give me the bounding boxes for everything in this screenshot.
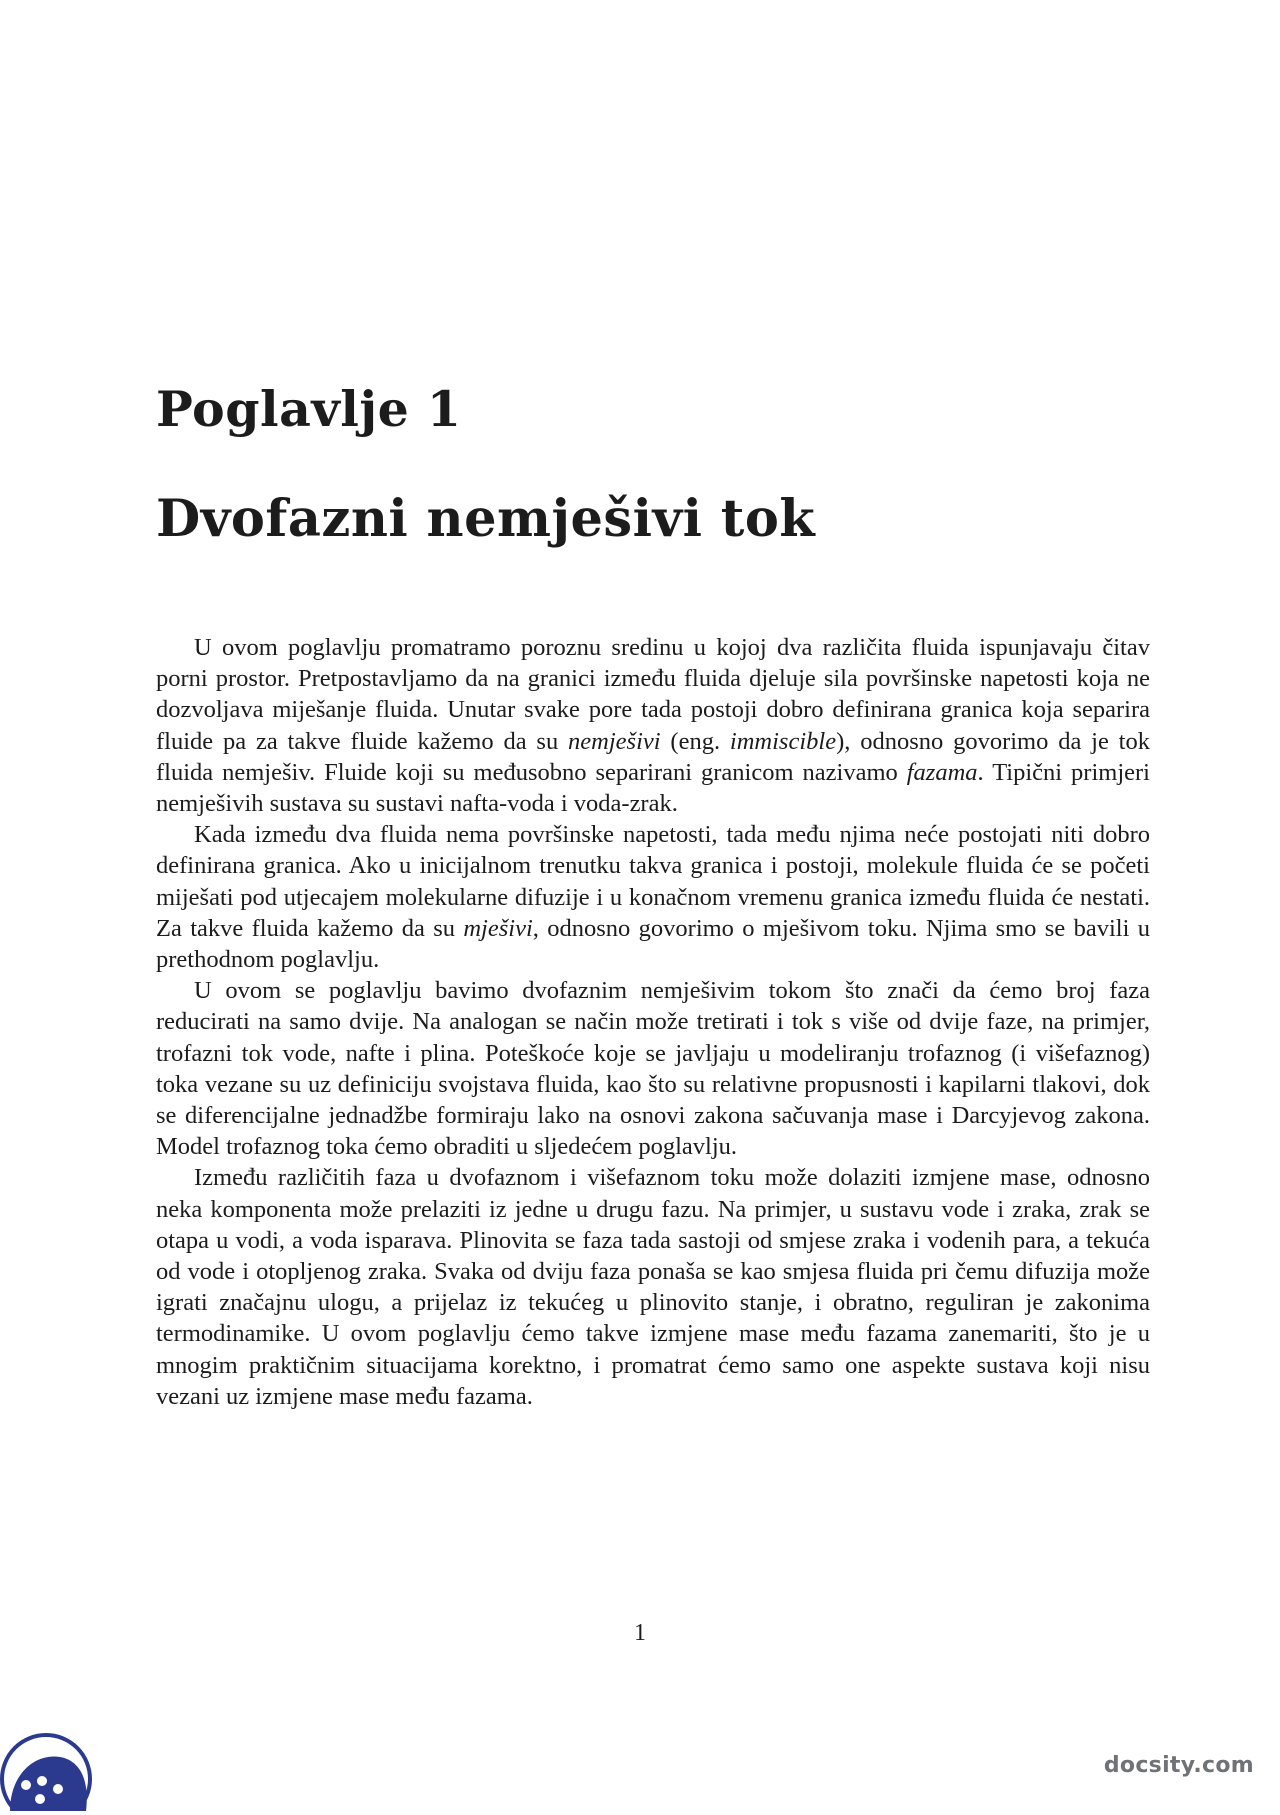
paragraph-text: ), odnosno govorimo da je tok fluida nemješiv. Fluide koji su međusobno separirani granicom nazivamo bbox=[156, 727, 1150, 786]
paragraph bbox=[156, 632, 1150, 819]
paragraph-text: (eng. bbox=[660, 727, 730, 755]
docsity-watermark[interactable]: docsity.com bbox=[1103, 1753, 1254, 1778]
paragraph: U ovom se poglavlju bavimo dvofaznim nemješivim tokom što znači da ćemo broj faza reducirati na samo dvije. Na analogan se način može tretirati i tok s više od dvije faze, na primjer, trofazni tok vode, nafte i plina. Poteškoće koje se javljaju u modeliranju trofaznog (i višefaznog) toka vezane su uz definiciju svojstava fluida, kao što su relativne propusnosti i kapilarni tlakovi, dok se diferencijalne jednadžbe formiraju lako na osnovi zakona sačuvanja mase i Darcyjevog zakona. Model trofaznog toka ćemo obraditi u sljedećem poglavlju. bbox=[156, 977, 1150, 1161]
paragraph: Između različitih faza u dvofaznom i višefaznom toku može dolaziti izmjene mase, odnosno neka komponenta može prelaziti iz jedne u drugu fazu. Na primjer, u sustavu vode i zraka, zrak se otapa u vodi, a voda isparava. Plinovita se faza tada sastoji od smjese zraka i vodenih para, a tekuća od vode i otopljenog zraka. Svaka od dviju faza ponaša se kao smjesa fluida pri čemu difuzija može igrati značajnu ulogu, a prijelaz iz tekućeg u plinovito stanje, i obratno, reguliran je zakonima termodinamike. U ovom poglavlju ćemo takve izmjene mase među fazama zanemariti, što je u mnogim praktičnim situacijama korektno, i promatrat ćemo samo one aspekte sustava koji nisu vezani uz izmjene mase među fazama. bbox=[156, 1164, 1150, 1410]
italic-term: nemješivi bbox=[568, 727, 661, 755]
chapter-body bbox=[156, 632, 1150, 1412]
italic-term: mješivi bbox=[463, 914, 533, 942]
chapter-title: Dvofazni nemješivi tok bbox=[156, 489, 816, 549]
paragraph-text: . Tipični primjeri nemješivih sustava su sustavi nafta-voda i voda-zrak. bbox=[156, 758, 1150, 818]
docsity-logo-icon bbox=[0, 1727, 96, 1811]
paragraph bbox=[156, 819, 1150, 975]
docsity-logo[interactable] bbox=[0, 1727, 96, 1811]
paragraph-text: Kada između dva fluida nema površinske napetosti, tada među njima neće postojati niti dobro definirana granica. Ako u inicijalnom trenutku takva granica i postoji, molekule fluida će se početi miješati pod utjecajem molekularne difuzije i u konačnom vremenu granica između fluida će nestati. Za takve fluida kažemo da su bbox=[156, 821, 1150, 942]
page-number: 1 bbox=[634, 1620, 646, 1646]
paragraph-text: , odnosno govorimo o mješivom toku. Njima smo se bavili u prethodnom poglavlju. bbox=[156, 914, 1150, 974]
paragraph-text: U ovom poglavlju promatramo poroznu sredinu u kojoj dva različita fluida ispunjavaju čitav porni prostor. Pretpostavljamo da na granici između fluida djeluje sila površinske napetosti koja ne dozvoljava miješanje fluida. Unutar svake pore tada postoji dobro definirana granica koja separira fluide pa za takve fluide kažemo da su bbox=[156, 634, 1150, 755]
italic-term: immiscible bbox=[729, 727, 837, 755]
italic-term: fazama bbox=[906, 758, 978, 786]
chapter-label: Poglavlje 1 bbox=[156, 380, 462, 438]
